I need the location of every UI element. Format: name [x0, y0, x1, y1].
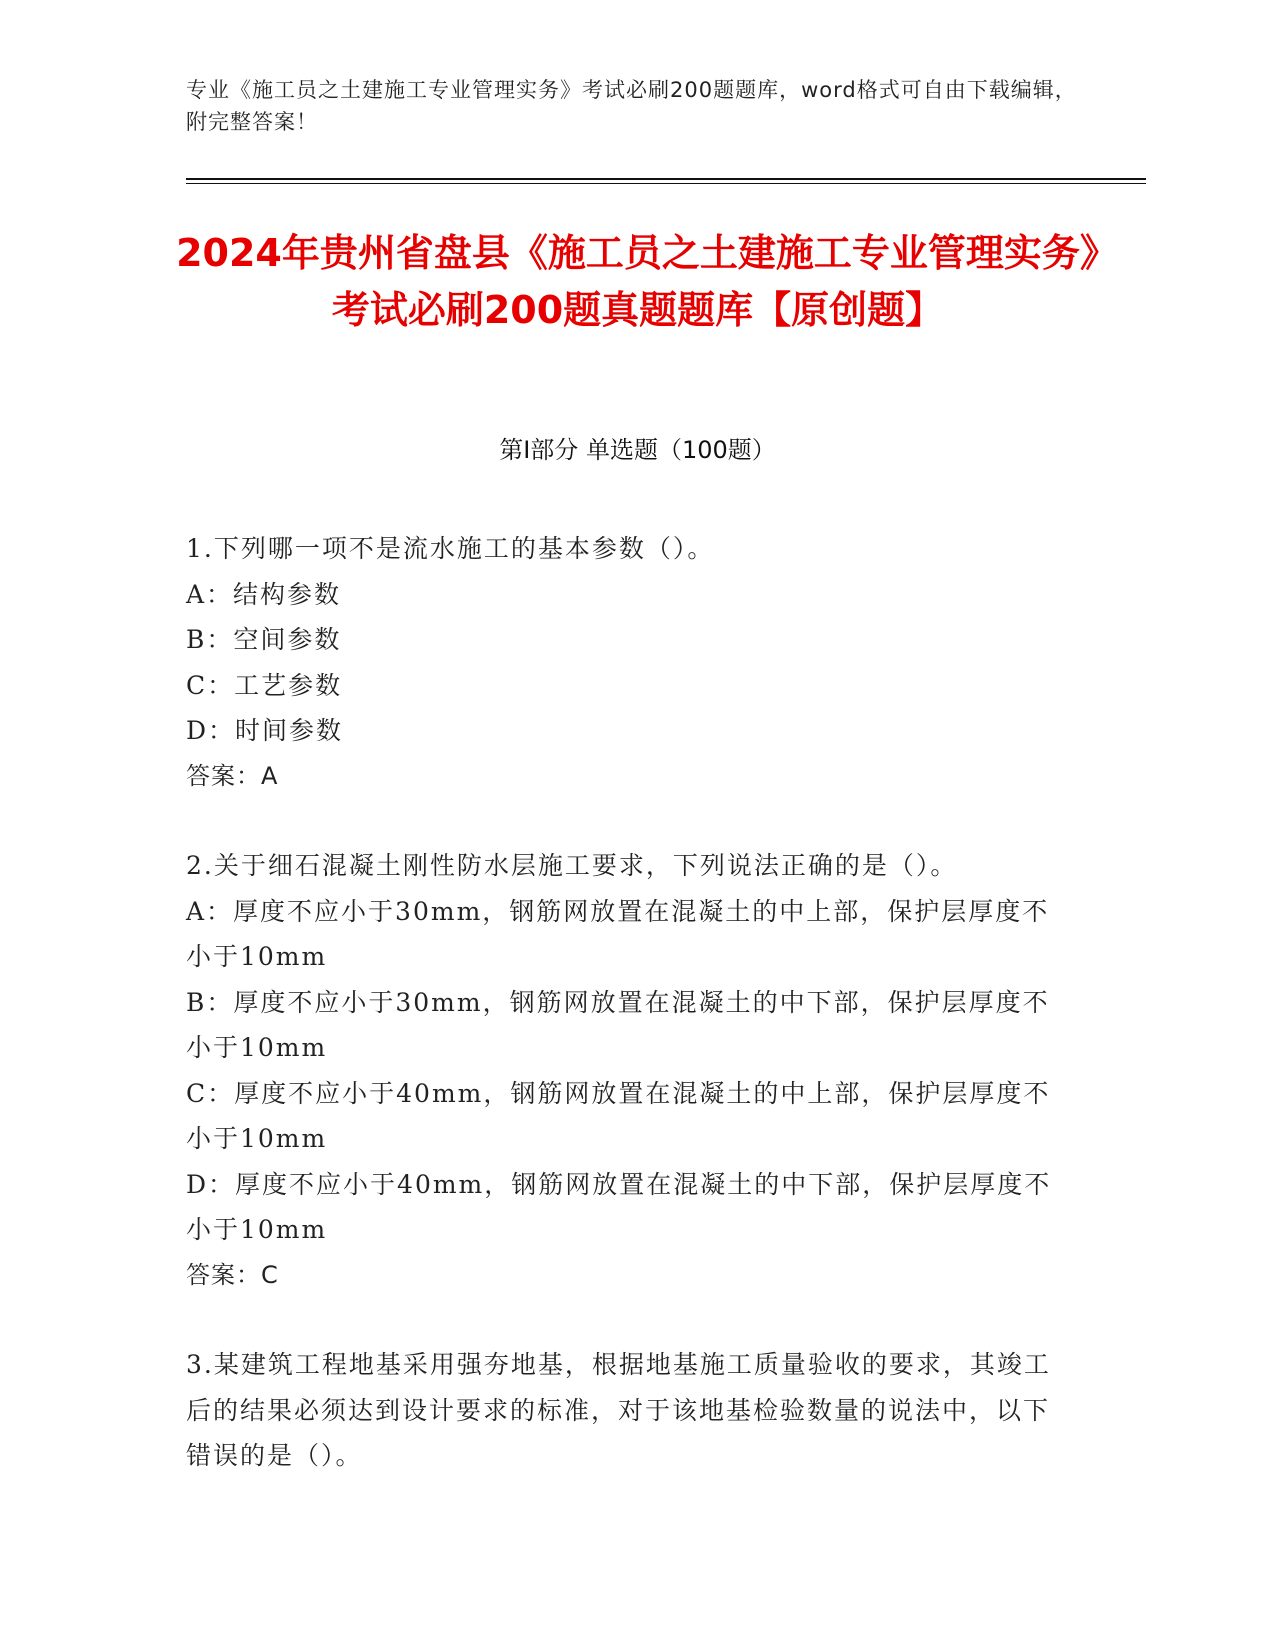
option-b: B：空间参数 [186, 625, 342, 654]
question-stem: 1.下列哪一项不是流水施工的基本参数（）。 [186, 534, 715, 563]
option-d: D：厚度不应小于40mm，钢筋网放置在混凝土的中下部，保护层厚度不小于10mm [186, 1169, 1052, 1244]
question-list [186, 526, 1076, 1523]
header-divider-thick [186, 178, 1146, 180]
answer-line: 答案：A [186, 761, 279, 790]
option-b: B：厚度不应小于30mm，钢筋网放置在混凝土的中下部，保护层厚度不小于10mm [186, 987, 1050, 1062]
answer-line: 答案：C [186, 1260, 279, 1289]
question-1 [186, 526, 1076, 799]
option-a: A：结构参数 [186, 579, 342, 609]
option-d: D：时间参数 [186, 716, 344, 745]
question-3 [186, 1342, 1076, 1479]
option-c: C：厚度不应小于40mm，钢筋网放置在混凝土的中上部，保护层厚度不小于10mm [186, 1078, 1051, 1153]
option-a: A：厚度不应小于30mm，钢筋网放置在混凝土的中上部，保护层厚度不小于10mm [186, 896, 1050, 971]
header-note: 专业《施工员之土建施工专业管理实务》考试必刷200题题库，word格式可自由下载编辑，附完整答案！ [186, 78, 1077, 134]
section-heading: 第I部分 单选题（100题） [499, 436, 776, 464]
option-c: C：工艺参数 [186, 670, 343, 700]
question-stem: 2.关于细石混凝土刚性防水层施工要求，下列说法正确的是（）。 [186, 851, 958, 880]
document-title: 2024年贵州省盘县《施工员之土建施工专业管理实务》考试必刷200题真题题库【原创题】 [176, 231, 1099, 332]
header-divider-thin [186, 183, 1146, 184]
question-2 [186, 843, 1076, 1298]
question-stem: 3.某建筑工程地基采用强夯地基，根据地基施工质量验收的要求，其竣工后的结果必须达到设计要求的标准，对于该地基检验数量的说法中，以下错误的是（）。 [186, 1350, 1051, 1470]
